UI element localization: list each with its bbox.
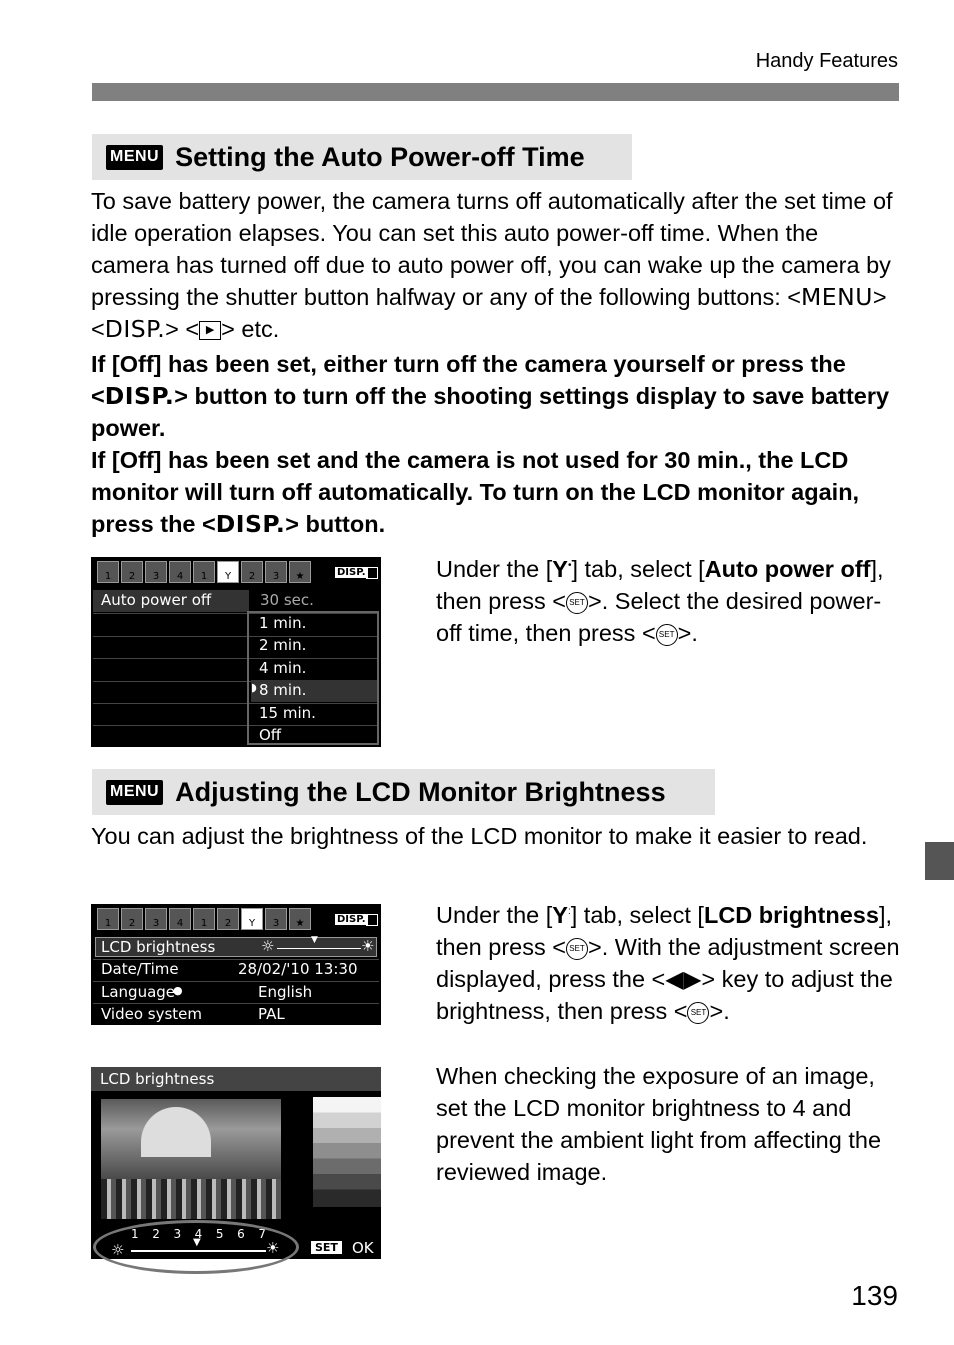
shooting-tab-icon: 2 bbox=[121, 908, 143, 930]
row-date-time[interactable]: Date/Time bbox=[101, 960, 179, 978]
etc-text: etc. bbox=[234, 316, 280, 342]
setup-tab-icon: Y bbox=[217, 561, 239, 583]
brightness-mini-scale bbox=[277, 948, 361, 949]
photo-flowers bbox=[101, 1179, 281, 1219]
header-bar bbox=[92, 83, 899, 101]
menu-grid-icon bbox=[366, 567, 378, 579]
section2-step: Under the [Y:] tab, select [LCD brightness], then press < SET >. With the adjustment screen displayed, press the <◀▶> key to adjust the brightness, then press < SET >. bbox=[436, 901, 900, 1024]
sun-dim-icon: ☼ bbox=[111, 1241, 125, 1259]
shooting-tab-icon: 3 bbox=[145, 561, 167, 583]
shooting-tab-icon: 1 bbox=[97, 908, 119, 930]
warning-2 bbox=[91, 444, 901, 540]
step-text: >. bbox=[709, 997, 730, 1024]
playback-tab-icon: 1 bbox=[193, 561, 215, 583]
scale-6: 6 bbox=[237, 1227, 245, 1241]
setup-tab-icon: 3 bbox=[265, 908, 287, 930]
menu-tabs bbox=[97, 908, 311, 934]
scale-4: 4 bbox=[194, 1227, 203, 1241]
date-time-value: 28/02/'10 13:30 bbox=[238, 960, 358, 978]
step-text: >. Select the desired power-off time, then press < bbox=[436, 587, 882, 646]
menu-icon: MENU bbox=[106, 780, 163, 805]
playback-icon: ▶ bbox=[199, 321, 221, 340]
step-text: >. With the adjustment screen displayed, press the < bbox=[436, 933, 900, 992]
running-head: Handy Features bbox=[755, 50, 898, 72]
row-language[interactable]: Language bbox=[101, 983, 176, 1001]
disp-button-label: DISP. bbox=[104, 315, 166, 343]
scale-3: 3 bbox=[173, 1227, 182, 1241]
shooting-tab-icon: 4 bbox=[169, 561, 191, 583]
step-text: >. bbox=[677, 619, 698, 646]
video-system-value: PAL bbox=[258, 1005, 285, 1023]
section1-step: Under the [Y•] tab, select [Auto power off], then press < SET >. Select the desired power-off time, then press < SET >. bbox=[436, 555, 884, 646]
current-value: 30 sec. bbox=[260, 591, 314, 609]
row-video-system[interactable]: Video system bbox=[101, 1005, 203, 1023]
section2-intro: You can adjust the brightness of the LCD monitor to make it easier to read. bbox=[91, 823, 868, 849]
shooting-tab-icon: 2 bbox=[121, 561, 143, 583]
language-value: English bbox=[258, 983, 313, 1001]
gray-scale-chart bbox=[313, 1097, 381, 1207]
setup-tab-icon: 3 bbox=[265, 561, 287, 583]
disp-tab-label: DISP. bbox=[337, 567, 366, 578]
language-icon: ● bbox=[173, 984, 183, 997]
disp-button-label: DISP. bbox=[104, 382, 175, 410]
sample-photo bbox=[101, 1099, 281, 1219]
scale-7: 7 bbox=[258, 1227, 266, 1241]
option-1-min[interactable]: 1 min. bbox=[259, 614, 307, 632]
scale-5: 5 bbox=[215, 1227, 224, 1241]
shooting-tab-icon: 3 bbox=[145, 908, 167, 930]
step-menu-item: LCD brightness bbox=[703, 901, 879, 928]
my-menu-tab-icon: ★ bbox=[289, 561, 311, 583]
auto-power-off-screen bbox=[91, 557, 381, 747]
warning-1-text-a: If [Off] has been set, either turn off the camera yourself or press the < bbox=[91, 351, 846, 409]
shooting-tab-icon: 4 bbox=[169, 908, 191, 930]
item-label: Auto power off bbox=[101, 591, 212, 609]
setup-tab-icon: Y bbox=[241, 908, 263, 930]
my-menu-tab-icon: ★ bbox=[289, 908, 311, 930]
selection-arrow-icon: ◗ bbox=[251, 681, 257, 694]
menu-button-label: MENU bbox=[801, 283, 873, 311]
warning-2-text-a: If [Off] has been set and the camera is not used for 30 min., the LCD monitor will turn off automatically. To turn on the LCD monitor again, press the < bbox=[91, 447, 860, 537]
set-button-icon: SET bbox=[566, 592, 588, 614]
menu-grid-icon bbox=[366, 914, 378, 926]
setup-tab-icon: 2 bbox=[241, 561, 263, 583]
step-text: Under the [ bbox=[436, 901, 553, 928]
step-text: ], then press < bbox=[436, 901, 892, 960]
brightness-marker-icon[interactable]: ▼ bbox=[193, 1237, 201, 1248]
set-badge: SET bbox=[311, 1241, 342, 1254]
cross-key-icon: ◀▶ bbox=[665, 965, 702, 992]
option-8-min[interactable]: 8 min. bbox=[259, 681, 307, 699]
set-button-icon: SET bbox=[687, 1002, 709, 1024]
setup-menu-screen bbox=[91, 904, 381, 1025]
intro-text: To save battery power, the camera turns off automatically after the set time of idle operation elapses. You can set this auto power-off time. When the camera has turned off due to auto power off, you can wake up the camera by pressing the shutter button halfway or any of the following buttons: bbox=[91, 188, 893, 310]
step-menu-item: Auto power off bbox=[704, 555, 871, 582]
option-2-min[interactable]: 2 min. bbox=[259, 636, 307, 654]
setup-tab-symbol: Y bbox=[552, 555, 568, 582]
warning-1-text-b: > button to turn off the shooting settings display to save battery power. bbox=[91, 383, 890, 441]
shooting-tab-icon: 1 bbox=[97, 561, 119, 583]
chapter-tab bbox=[925, 842, 954, 880]
page-number: 139 bbox=[851, 1280, 898, 1311]
sun-bright-icon: ☀ bbox=[361, 937, 375, 955]
option-off[interactable]: Off bbox=[259, 726, 282, 744]
row-divider bbox=[93, 981, 379, 982]
ok-label: OK bbox=[352, 1239, 374, 1257]
row-lcd-brightness[interactable]: LCD brightness bbox=[101, 938, 216, 956]
row-divider bbox=[93, 1003, 379, 1004]
menu-tabs bbox=[97, 561, 311, 587]
step-text: Under the [ bbox=[436, 555, 553, 582]
sun-bright-icon: ☀ bbox=[266, 1239, 280, 1257]
section1-intro: To save battery power, the camera turns off automatically after the set time of idle operation elapses. You can set this auto power-off time. When the camera has turned off due to auto power off, you can wake up the camera by pressing the shutter button halfway or any of the following buttons: <MENU> <DISP.> < ▶ > etc. bbox=[91, 188, 893, 343]
callout-ellipse bbox=[93, 1220, 299, 1274]
photo-awning bbox=[141, 1107, 211, 1157]
step-text: > key to adjust the brightness, then press < bbox=[436, 965, 893, 1024]
sun-dim-icon: ☼ bbox=[261, 937, 275, 955]
screen-title: LCD brightness bbox=[100, 1070, 215, 1088]
disp-button-label: DISP. bbox=[215, 510, 286, 538]
set-button-icon: SET bbox=[656, 624, 678, 646]
setup-tab-symbol: Y bbox=[552, 901, 568, 928]
scale-2: 2 bbox=[152, 1227, 160, 1241]
playback-tab-icon: 1 bbox=[193, 908, 215, 930]
section-heading-lcd-brightness bbox=[92, 769, 715, 815]
step-text: ] tab, select [ bbox=[570, 901, 704, 928]
section-heading-auto-power-off bbox=[92, 134, 632, 180]
menu-icon: MENU bbox=[106, 145, 163, 170]
step-text: ] tab, select [ bbox=[571, 555, 705, 582]
section-title: Setting the Auto Power-off Time bbox=[175, 141, 585, 172]
scale-1: 1 bbox=[131, 1227, 139, 1241]
option-15-min[interactable]: 15 min. bbox=[259, 704, 316, 722]
step-text: ], then press < bbox=[436, 555, 884, 614]
brightness-marker-icon: ▼ bbox=[311, 935, 318, 945]
option-4-min[interactable]: 4 min. bbox=[259, 659, 307, 677]
section-title: Adjusting the LCD Monitor Brightness bbox=[175, 776, 666, 807]
disp-tab-label: DISP. bbox=[337, 914, 366, 925]
warning-1 bbox=[91, 348, 901, 444]
playback-tab-icon: 2 bbox=[217, 908, 239, 930]
warning-2-text-b: > button. bbox=[285, 511, 386, 537]
set-button-icon: SET bbox=[566, 938, 588, 960]
section2-note: When checking the exposure of an image, set the LCD monitor brightness to 4 and prevent the ambient light from affecting the reviewed image. bbox=[436, 1063, 882, 1185]
